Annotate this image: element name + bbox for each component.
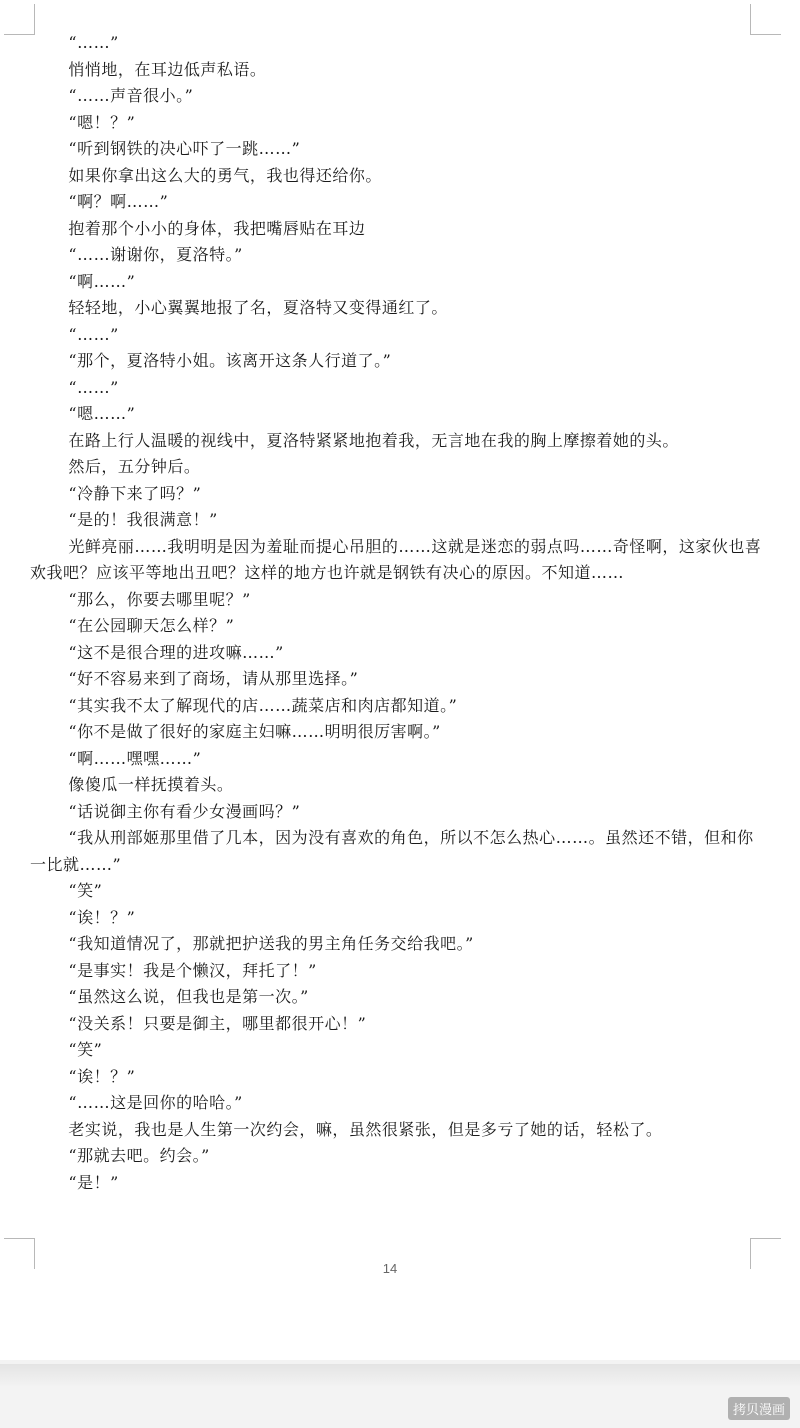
paragraph: “我从刑部姬那里借了几本，因为没有喜欢的角色，所以不怎么热心……。虽然还不错，但和你一比就……”	[30, 828, 754, 874]
paragraph: 老实说，我也是人生第一次约会，嘛，虽然很紧张，但是多亏了她的话，轻松了。	[68, 1119, 663, 1139]
paragraph: “诶！？”	[68, 907, 136, 927]
paragraph: “……声音很小。”	[68, 86, 194, 105]
paragraph: 悄悄地，在耳边低声私语。	[68, 59, 267, 79]
paragraph: “啊……”	[68, 271, 136, 291]
paragraph: “那么，你要去哪里呢？”	[68, 589, 251, 609]
paragraph: “那个，夏洛特小姐。该离开这条人行道了。”	[68, 351, 392, 370]
paragraph: “笑”	[68, 881, 103, 900]
watermark-logo: 拷贝漫画	[728, 1397, 790, 1420]
paragraph: “……”	[68, 377, 119, 397]
paragraph: “听到钢铁的决心吓了一跳……”	[68, 139, 301, 158]
paragraph: “好不容易来到了商场，请从那里选择。”	[68, 669, 359, 688]
paragraph: 在路上行人温暖的视线中，夏洛特紧紧地抱着我，无言地在我的胸上摩擦着她的头。	[68, 430, 679, 450]
paragraph: “……”	[68, 33, 119, 52]
paragraph: “虽然这么说，但我也是第一次。”	[68, 987, 309, 1006]
page-number: 14	[382, 1261, 398, 1276]
paragraph: “其实我不太了解现代的店……蔬菜店和肉店都知道。”	[68, 695, 458, 715]
paragraph: “我知道情况了，那就把护送我的男主角任务交给我吧。”	[68, 934, 474, 953]
paragraph: 然后，五分钟后。	[68, 457, 201, 476]
paragraph: “是！”	[68, 1172, 119, 1192]
paragraph: “笑”	[68, 1040, 103, 1059]
paragraph: “诶！？”	[68, 1066, 136, 1086]
paragraph: “你不是做了很好的家庭主妇嘛……明明很厉害啊。”	[68, 722, 441, 741]
paragraph: “是的！我很满意！”	[68, 510, 218, 529]
paragraph: “在公园聊天怎么样？”	[68, 616, 235, 635]
paragraph: 如果你拿出这么大的勇气，我也得还给你。	[68, 165, 382, 185]
paragraph: “嗯！？”	[68, 112, 136, 132]
paragraph: “啊……嘿嘿……”	[68, 748, 202, 768]
paragraph: “……谢谢你，夏洛特。”	[68, 245, 243, 264]
paragraph: “话说御主你有看少女漫画吗？”	[68, 801, 301, 821]
paragraph: 轻轻地，小心翼翼地报了名，夏洛特又变得通红了。	[68, 298, 448, 317]
paragraph: “那就去吧。约会。”	[68, 1146, 210, 1165]
paragraph: “……这是回你的哈哈。”	[68, 1093, 243, 1112]
page-gap-band	[0, 1364, 800, 1386]
paragraph: 光鲜亮丽……我明明是因为羞耻而提心吊胆的……这就是迷恋的弱点吗……奇怪啊，这家伙也喜欢我吧？应该平等地出丑吧？这样的地方也许就是钢铁有决心的原因。不知道……	[30, 536, 762, 582]
paragraph: 抱着那个小小的身体，我把嘴唇贴在耳边	[68, 218, 366, 238]
paragraph: “啊？啊……”	[68, 192, 169, 211]
paragraph: “这不是很合理的进攻嘛……”	[68, 642, 284, 662]
paragraph: “是事实！我是个懒汉，拜托了！”	[68, 960, 317, 980]
paragraph: “嗯……”	[68, 404, 136, 423]
paragraph: 像傻瓜一样抚摸着头。	[68, 775, 234, 794]
paragraph: “没关系！只要是御主，哪里都很开心！”	[68, 1013, 367, 1033]
body-text	[30, 30, 765, 1196]
paragraph: “冷静下来了吗？”	[68, 483, 202, 503]
paragraph: “……”	[68, 324, 119, 344]
